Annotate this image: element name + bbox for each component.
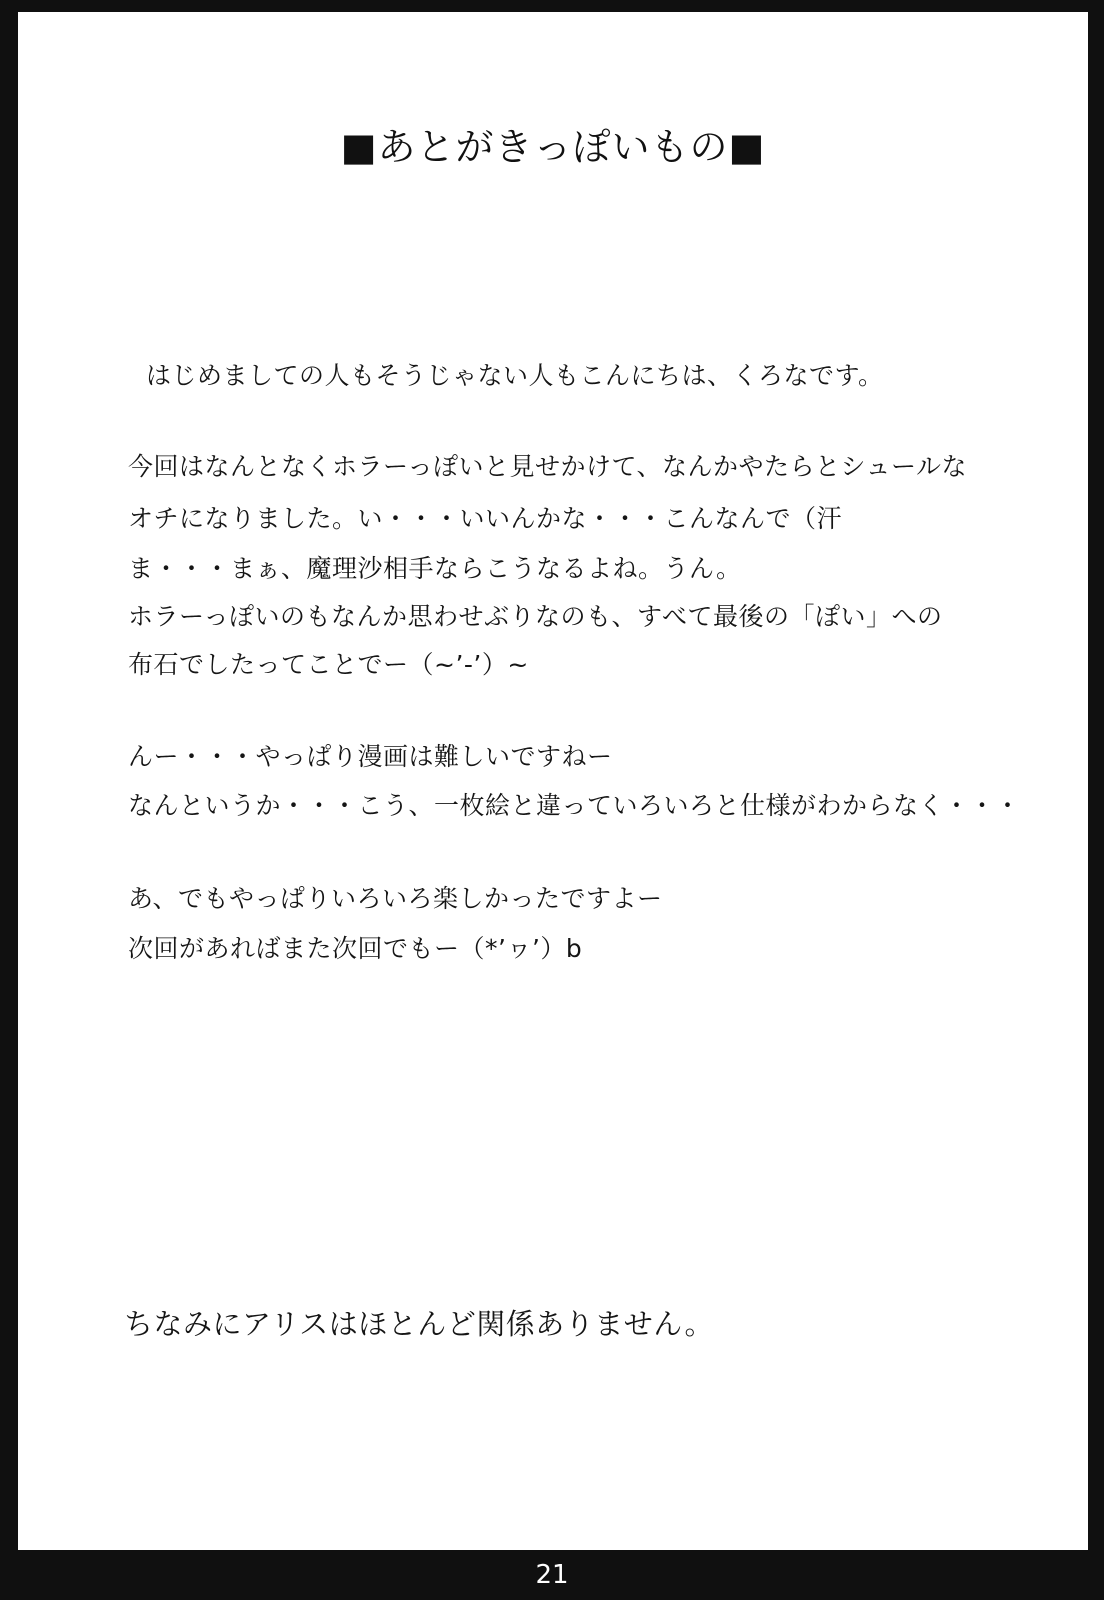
footnote: ちなみにアリスはほとんど関係ありません。: [124, 1307, 715, 1341]
text-line: オチになりました。い・・・いいんかな・・・こんなんで（汗: [128, 504, 843, 533]
page-number: 21: [535, 1560, 569, 1590]
text-line: ホラーっぽいのもなんか思わせぶりなのも、すべて最後の「ぽい」への: [128, 602, 943, 631]
text-line: 次回があればまた次回でもー（*’ヮ’）b: [128, 934, 583, 963]
text-line: 今回はなんとなくホラーっぽいと見せかけて、なんかやたらとシュールな: [128, 452, 968, 481]
text-line: んー・・・やっぱり漫画は難しいですねー: [128, 742, 613, 771]
document-page: [18, 12, 1088, 1550]
text-line: あ、でもやっぱりいろいろ楽しかったですよー: [128, 884, 663, 913]
text-line: なんというか・・・こう、一枚絵と違っていろいろと仕様がわからなく・・・: [128, 791, 1021, 820]
text-line: ま・・・まぁ、魔理沙相手ならこうなるよね。うん。: [128, 554, 742, 583]
page-title: ■あとがきっぽいもの■: [340, 125, 766, 169]
text-line-greeting: はじめましての人もそうじゃない人もこんにちは、くろなです。: [146, 361, 884, 390]
text-line: 布石でしたってことでー（~’-’）~: [128, 650, 529, 679]
